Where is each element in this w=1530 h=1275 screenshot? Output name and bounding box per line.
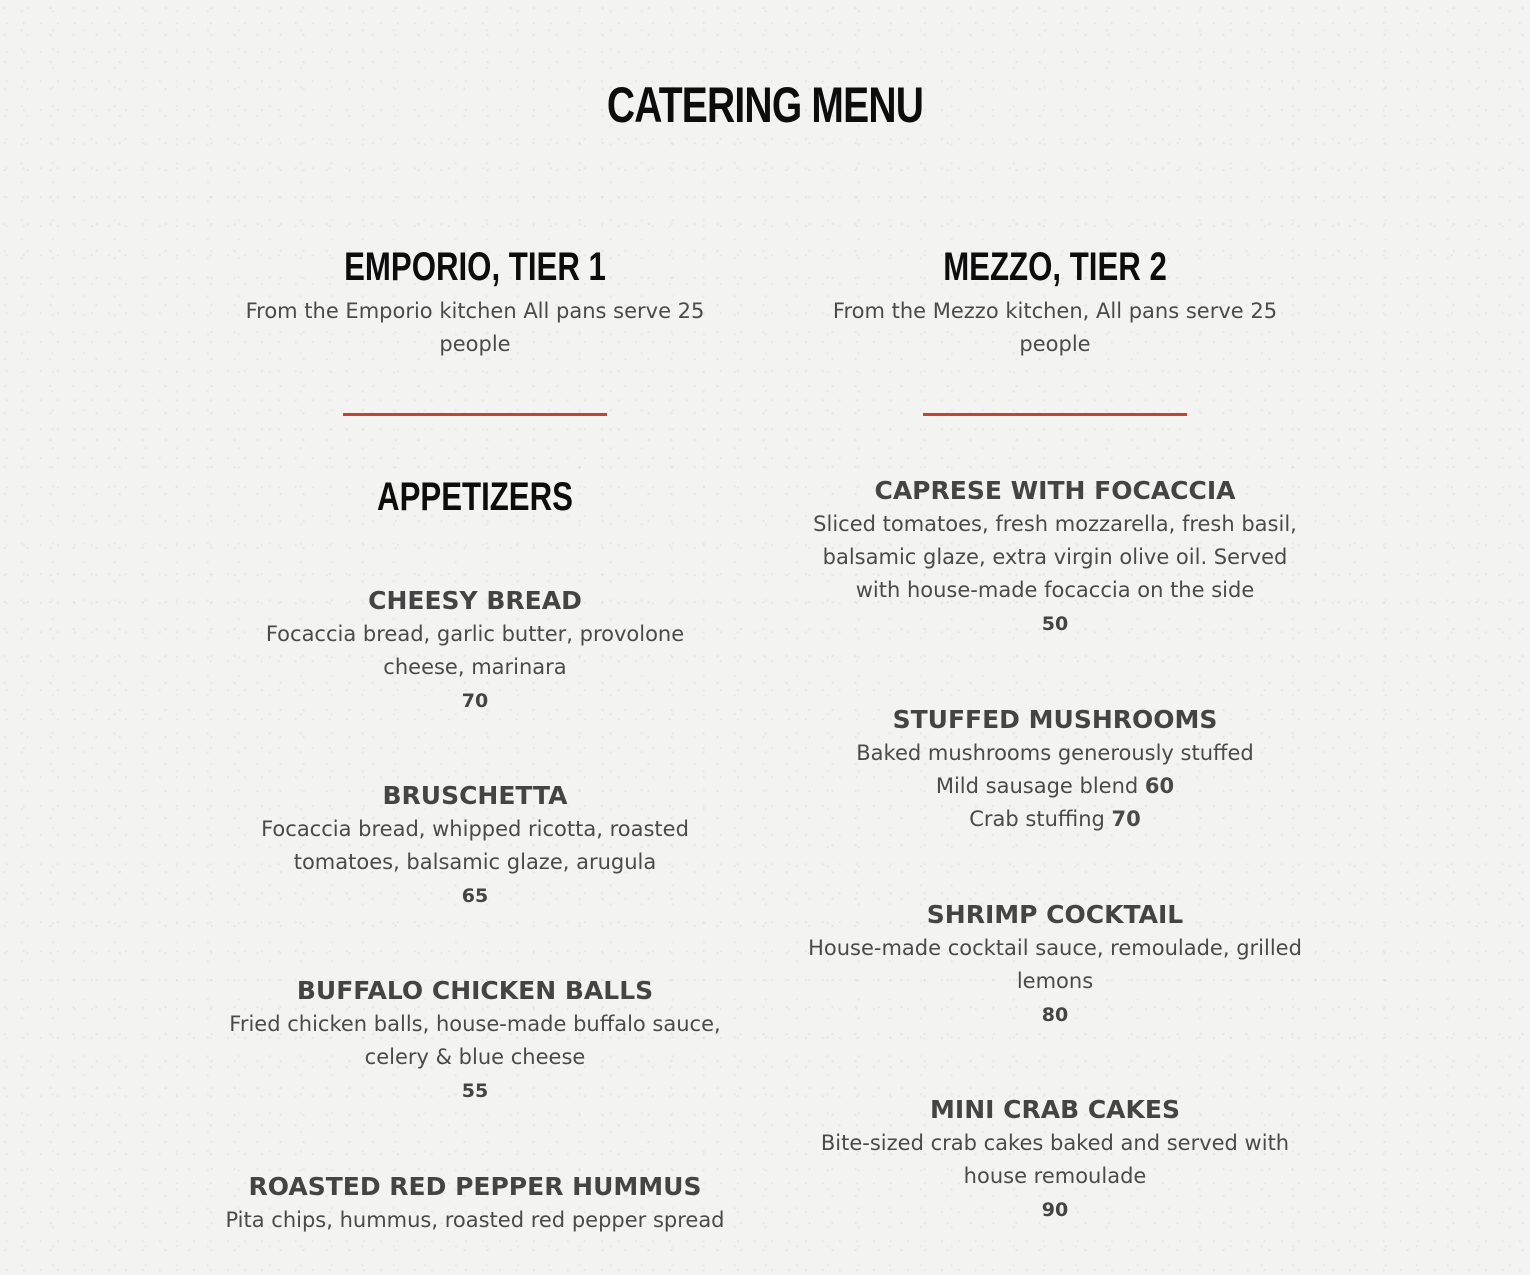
option-label: Mild sausage blend <box>935 774 1139 798</box>
item-description: Fried chicken balls, house-made buffalo sauce, celery & blue cheese <box>229 1012 721 1069</box>
item-description: House-made cocktail sauce, remoulade, grilled lemons <box>808 936 1302 993</box>
page-title: CATERING MENU <box>606 77 924 133</box>
item-price: 90 <box>1041 1199 1069 1221</box>
menu-item-bruschetta <box>215 779 735 913</box>
tier2-subtitle: From the Mezzo kitchen, All pans serve 25 people <box>832 299 1278 356</box>
menu-item-roasted-red-pepper-hummus <box>215 1170 735 1237</box>
tier2-title: MEZZO, TIER 2 <box>943 245 1167 289</box>
tier1-subtitle: From the Emporio kitchen All pans serve 25 people <box>245 299 705 356</box>
tier1-title: EMPORIO, TIER 1 <box>344 245 606 289</box>
item-name: BRUSCHETTA <box>382 781 568 810</box>
item-name: SHRIMP COCKTAIL <box>926 900 1184 929</box>
tier2-divider <box>923 413 1187 416</box>
item-name: STUFFED MUSHROOMS <box>892 705 1218 734</box>
menu-item-mini-crab-cakes <box>795 1093 1315 1227</box>
menu-item-caprese-with-focaccia <box>795 474 1315 641</box>
item-description: Sliced tomatoes, fresh mozzarella, fresh basil, balsamic glaze, extra virgin olive oil. Served with house-made focaccia on the side <box>813 512 1297 602</box>
item-price: 55 <box>461 1080 489 1102</box>
item-name: ROASTED RED PEPPER HUMMUS <box>248 1172 702 1201</box>
item-option-crab <box>795 803 1315 836</box>
item-name: MINI CRAB CAKES <box>930 1095 1180 1124</box>
option-price: 70 <box>1111 807 1141 831</box>
item-option-sausage <box>795 770 1315 803</box>
item-description: Baked mushrooms generously stuffed <box>856 741 1254 765</box>
item-price: 70 <box>461 690 489 712</box>
item-price: 65 <box>461 885 489 907</box>
menu-item-stuffed-mushrooms <box>795 703 1315 836</box>
menu-item-cheesy-bread <box>215 584 735 718</box>
item-description: Pita chips, hummus, roasted red pepper spread <box>225 1208 725 1232</box>
item-name: CHEESY BREAD <box>368 586 582 615</box>
menu-item-shrimp-cocktail <box>795 898 1315 1032</box>
item-price: 50 <box>1041 613 1069 635</box>
tier1-divider <box>343 413 607 416</box>
menu-item-buffalo-chicken-balls <box>215 974 735 1108</box>
option-price: 60 <box>1144 774 1175 798</box>
item-name: BUFFALO CHICKEN BALLS <box>296 976 654 1005</box>
appetizers-heading: APPETIZERS <box>377 475 573 519</box>
item-description: Focaccia bread, garlic butter, provolone cheese, marinara <box>265 622 685 679</box>
option-label: Crab stuffing <box>969 807 1105 831</box>
item-description: Bite-sized crab cakes baked and served with house remoulade <box>820 1131 1290 1188</box>
item-description: Focaccia bread, whipped ricotta, roasted tomatoes, balsamic glaze, arugula <box>261 817 689 874</box>
item-price: 80 <box>1041 1004 1069 1026</box>
item-name: CAPRESE WITH FOCACCIA <box>874 476 1236 505</box>
